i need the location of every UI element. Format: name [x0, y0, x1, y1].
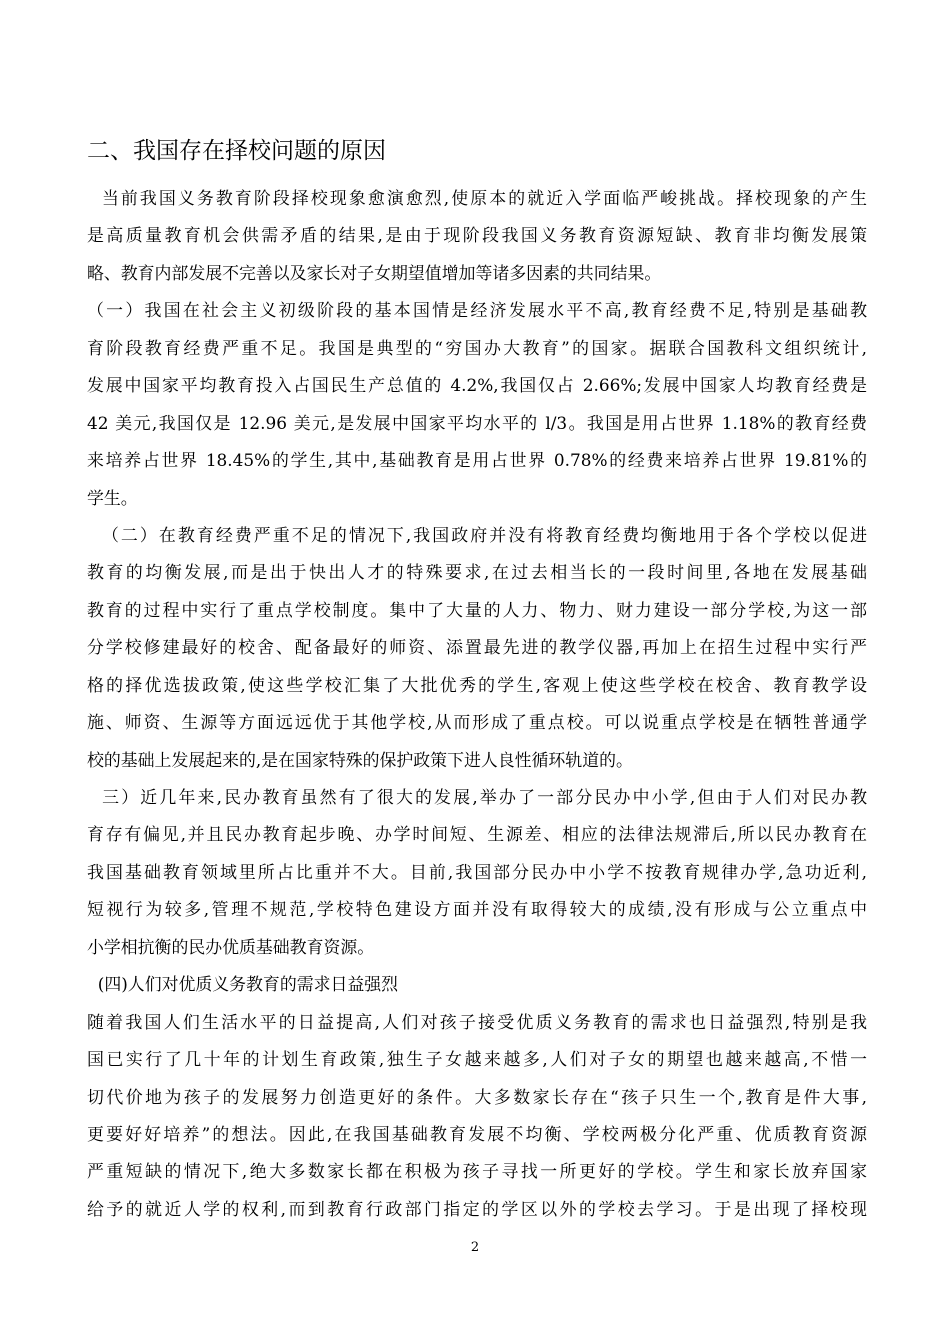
text-line: 国已实行了几十年的计划生育政策,独生子女越来越多,人们对子女的期望也越来越高,不惜一	[87, 1049, 867, 1070]
text-line: 给予的就近人学的权利,而到教育行政部门指定的学区以外的学校去学习。于是出现了择校现	[87, 1198, 867, 1219]
text-line: 施、师资、生源等方面远远优于其他学校,从而形成了重点校。可以说重点学校是在牺牲普通学	[87, 712, 867, 733]
text-line: (四)人们对优质义务教育的需求日益强烈	[87, 974, 399, 995]
text-line: 发展中国家平均教育投入占国民生产总值的 4.2%,我国仅占 2.66%;发展中国家人均教育经费是	[87, 375, 867, 396]
body-text	[87, 180, 867, 1228]
text-line: 育存有偏见,并且民办教育起步晚、办学时间短、生源差、相应的法律法规滞后,所以民办教育在	[87, 824, 867, 845]
text-line: 教育的均衡发展,而是出于快出人才的特殊要求,在过去相当长的一段时间里,各地在发展基础	[87, 562, 867, 583]
text-line: 更要好好培养”的想法。因此,在我国基础教育发展不均衡、学校两极分化严重、优质教育资源	[87, 1123, 867, 1144]
text-line: 教育的过程中实行了重点学校制度。集中了大量的人力、物力、财力建设一部分学校,为这一部	[87, 599, 867, 620]
text-line: 当前我国义务教育阶段择校现象愈演愈烈,使原本的就近入学面临严峻挑战。择校现象的产生	[87, 188, 867, 208]
text-line: 学生。	[87, 487, 138, 508]
text-line: （一）我国在社会主义初级阶段的基本国情是经济发展水平不高,教育经费不足,特别是基础教	[87, 300, 867, 321]
text-line: 短视行为较多,管理不规范,学校特色建设方面并没有取得较大的成绩,没有形成与公立重点中	[87, 899, 867, 920]
text-line: 育阶段教育经费严重不足。我国是典型的“穷国办大教育”的国家。据联合国教科文组织统计,	[87, 337, 867, 358]
text-line: 切代价地为孩子的发展努力创造更好的条件。大多数家长存在“孩子只生一个,教育是件大事,	[87, 1086, 867, 1107]
text-line: 校的基础上发展起来的,是在国家特殊的保护政策下进人良性循环轨道的。	[87, 749, 633, 770]
text-line: 随着我国人们生活水平的日益提高,人们对孩子接受优质义务教育的需求也日益强烈,特别是我	[87, 1011, 867, 1032]
text-line: （二）在教育经费严重不足的情况下,我国政府并没有将教育经费均衡地用于各个学校以促进	[87, 524, 867, 545]
text-line: 三）近几年来,民办教育虽然有了很大的发展,举办了一部分民办中小学,但由于人们对民办教	[87, 787, 867, 807]
text-line: 来培养占世界 18.45%的学生,其中,基础教育是用占世界 0.78%的经费来培养占世界 19.81%的	[87, 450, 867, 471]
text-line: 分学校修建最好的校舍、配备最好的师资、添置最先进的教学仪器,再加上在招生过程中实行严	[87, 637, 867, 658]
section-heading: 二、我国存在择校问题的原因	[87, 138, 386, 164]
text-line: 格的择优选拔政策,使这些学校汇集了大批优秀的学生,客观上使这些学校在校舍、教育教学设	[87, 674, 867, 695]
text-line: 42 美元,我国仅是 12.96 美元,是发展中国家平均水平的 l/3。我国是用占世界 1.18%的教育经费	[87, 412, 867, 433]
text-line: 略、教育内部发展不完善以及家长对子女期望值增加等诸多因素的共同结果。	[87, 262, 662, 283]
page-number: 2	[470, 1240, 480, 1255]
text-line: 严重短缺的情况下,绝大多数家长都在积极为孩子寻找一所更好的学校。学生和家长放弃国家	[87, 1161, 867, 1182]
text-line: 小学相抗衡的民办优质基础教育资源。	[87, 936, 375, 957]
text-line: 是高质量教育机会供需矛盾的结果,是由于现阶段我国义务教育资源短缺、教育非均衡发展策	[87, 225, 867, 246]
text-line: 我国基础教育领域里所占比重并不大。目前,我国部分民办中小学不按教育规律办学,急功近利,	[87, 861, 867, 882]
